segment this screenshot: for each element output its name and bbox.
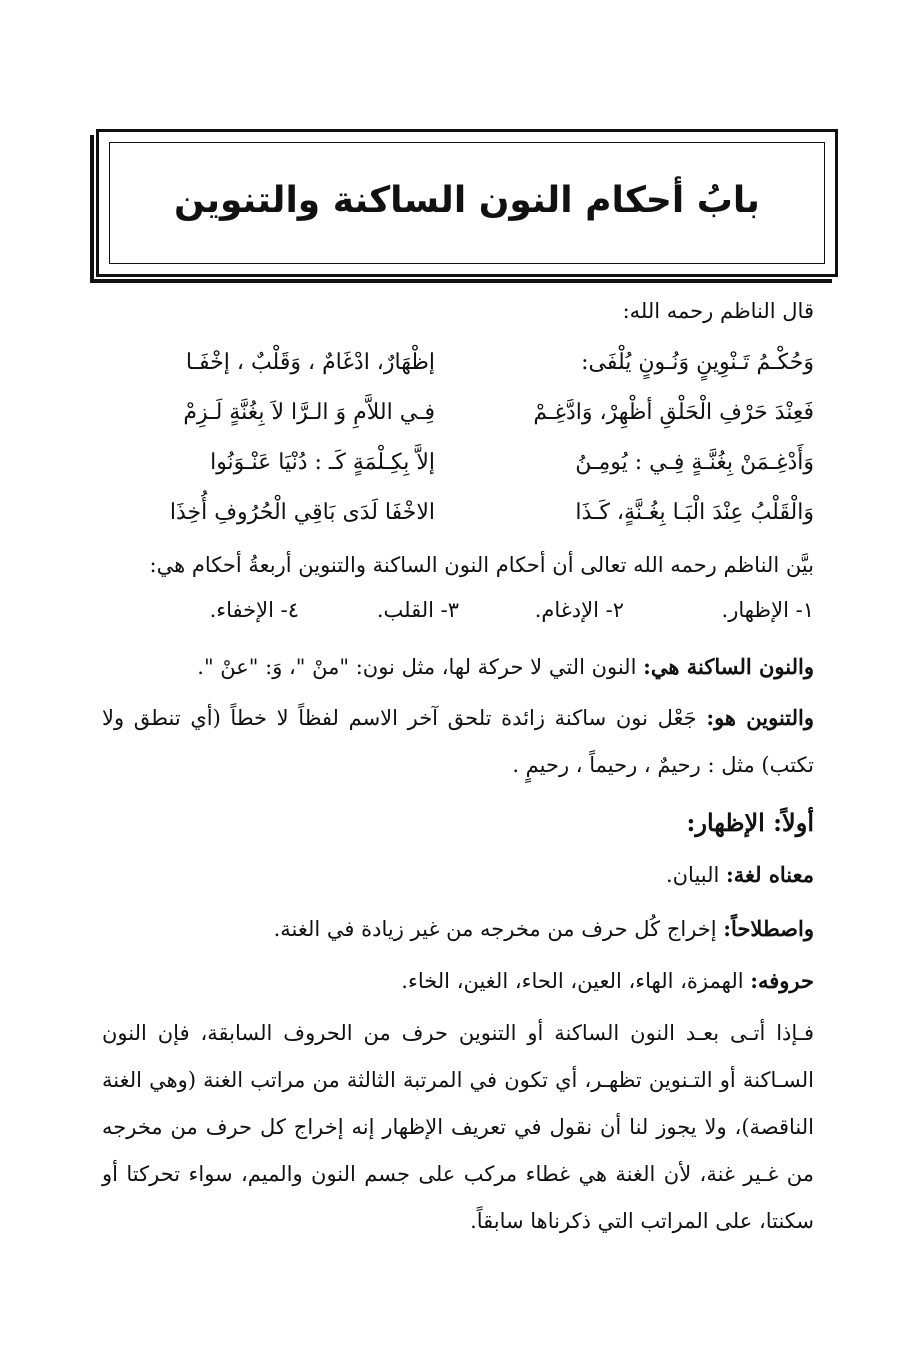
- rule-item-4: ٤- الإخفاء.: [209, 598, 299, 622]
- noon-definition-text: النون التي لا حركة لها، مثل نون: "منْ "، وَ: "عنْ ".: [197, 655, 644, 679]
- chapter-title: بابُ أحكام النون الساكنة والتنوين: [174, 180, 760, 221]
- tanween-definition-label: والتنوين هو:: [706, 705, 814, 730]
- tanween-definition: [102, 694, 814, 789]
- summary-line: بيَّن الناظم رحمه الله تعالى أن أحكام النون الساكنة والتنوين أربعةُ أحكام هي:: [149, 553, 814, 577]
- rule-item-1: ١- الإظهار.: [721, 598, 814, 622]
- technical-text: إخراج كُل حرف من مخرجه من غير زيادة في الغنة.: [273, 917, 724, 941]
- intro-line: قال الناظم رحمه الله:: [622, 299, 814, 323]
- section-heading: أولاً: الإظهار:: [686, 808, 814, 837]
- tanween-definition-text: جَعْل نون ساكنة زائدة تلحق آخر الاسم لفظاً لا خطاً (أي تنطق ولا تكتب) مثل : رحيمٌ ، رحيماً ، رحيمٍ .: [102, 706, 814, 777]
- rule-item-3: ٣- القلب.: [376, 598, 459, 622]
- meaning-line: [666, 860, 814, 890]
- verse-1-second-half: إظْهَارٌ، ادْغَامٌ ، وَقَلْبٌ ، إخْفَـا: [185, 350, 435, 375]
- meaning-text: البيان.: [665, 863, 727, 887]
- letters-line: [401, 966, 814, 996]
- explanation-paragraph: فـإذا أتـى بعـد النون الساكنة أو التنوين حرف من الحروف السابقة، فإن النون السـاكنة أو التـنوين تظهـر، أي تكون في المرتبة الثالثة من مراتب الغنة (وهي الغنة الناقصة)، ولا يجوز لنا أن نقول في تعريف الإظهار إنه إخراج كل حرف من مخرجه من غـير غنة، لأن الغنة هي غطاء مركب على جسم النون والميم، سواء تحركتا أو سكنتا، على المراتب التي ذكرناها سابقاً.: [102, 1021, 814, 1233]
- title-frame: [96, 129, 838, 277]
- verse-1-first-half: وَحُكْـمُ تَـنْوِينٍ وَنُـونٍ يُلْفَى:: [581, 350, 814, 375]
- verse-4-first-half: وَالْقَلْبُ عِنْدَ الْبَـا بِغُـنَّةٍ، كَـذَا: [575, 500, 814, 525]
- rule-item-2: ٢- الإدغام.: [534, 598, 624, 622]
- verse-3-first-half: وَأَدْغِـمَنْ بِغُنَّـةٍ فِـي : يُومِـنُ: [575, 450, 814, 475]
- verse-4-second-half: الاخْفَا لَدَى بَاقِي الْحُرُوفِ أُخِذَا: [169, 500, 435, 525]
- technical-label: واصطلاحاً:: [723, 916, 814, 941]
- letters-label: حروفه:: [750, 968, 814, 993]
- verse-3-second-half: إلاَّ بِكِـلْمَةٍ كَـ : دُنْيَا عَنْـوَنُوا: [210, 450, 435, 475]
- noon-definition-label: والنون الساكنة هي:: [643, 654, 814, 679]
- technical-definition: [274, 914, 814, 944]
- letters-text: الهمزة، الهاء، العين، الحاء، الغين، الخاء.: [401, 969, 751, 993]
- verse-2-second-half: فِـي اللاَّمِ وَ الـرَّا لاَ بِغُنَّةٍ لَـزِمْ: [183, 400, 435, 425]
- verse-2-first-half: فَعِنْدَ حَرْفِ الْحَلْقِ أظْهِرْ، وَادَّغِـمْ: [533, 400, 814, 425]
- meaning-label: معناه لغة:: [726, 862, 814, 887]
- rules-list: [110, 598, 814, 630]
- noon-definition: [197, 652, 814, 682]
